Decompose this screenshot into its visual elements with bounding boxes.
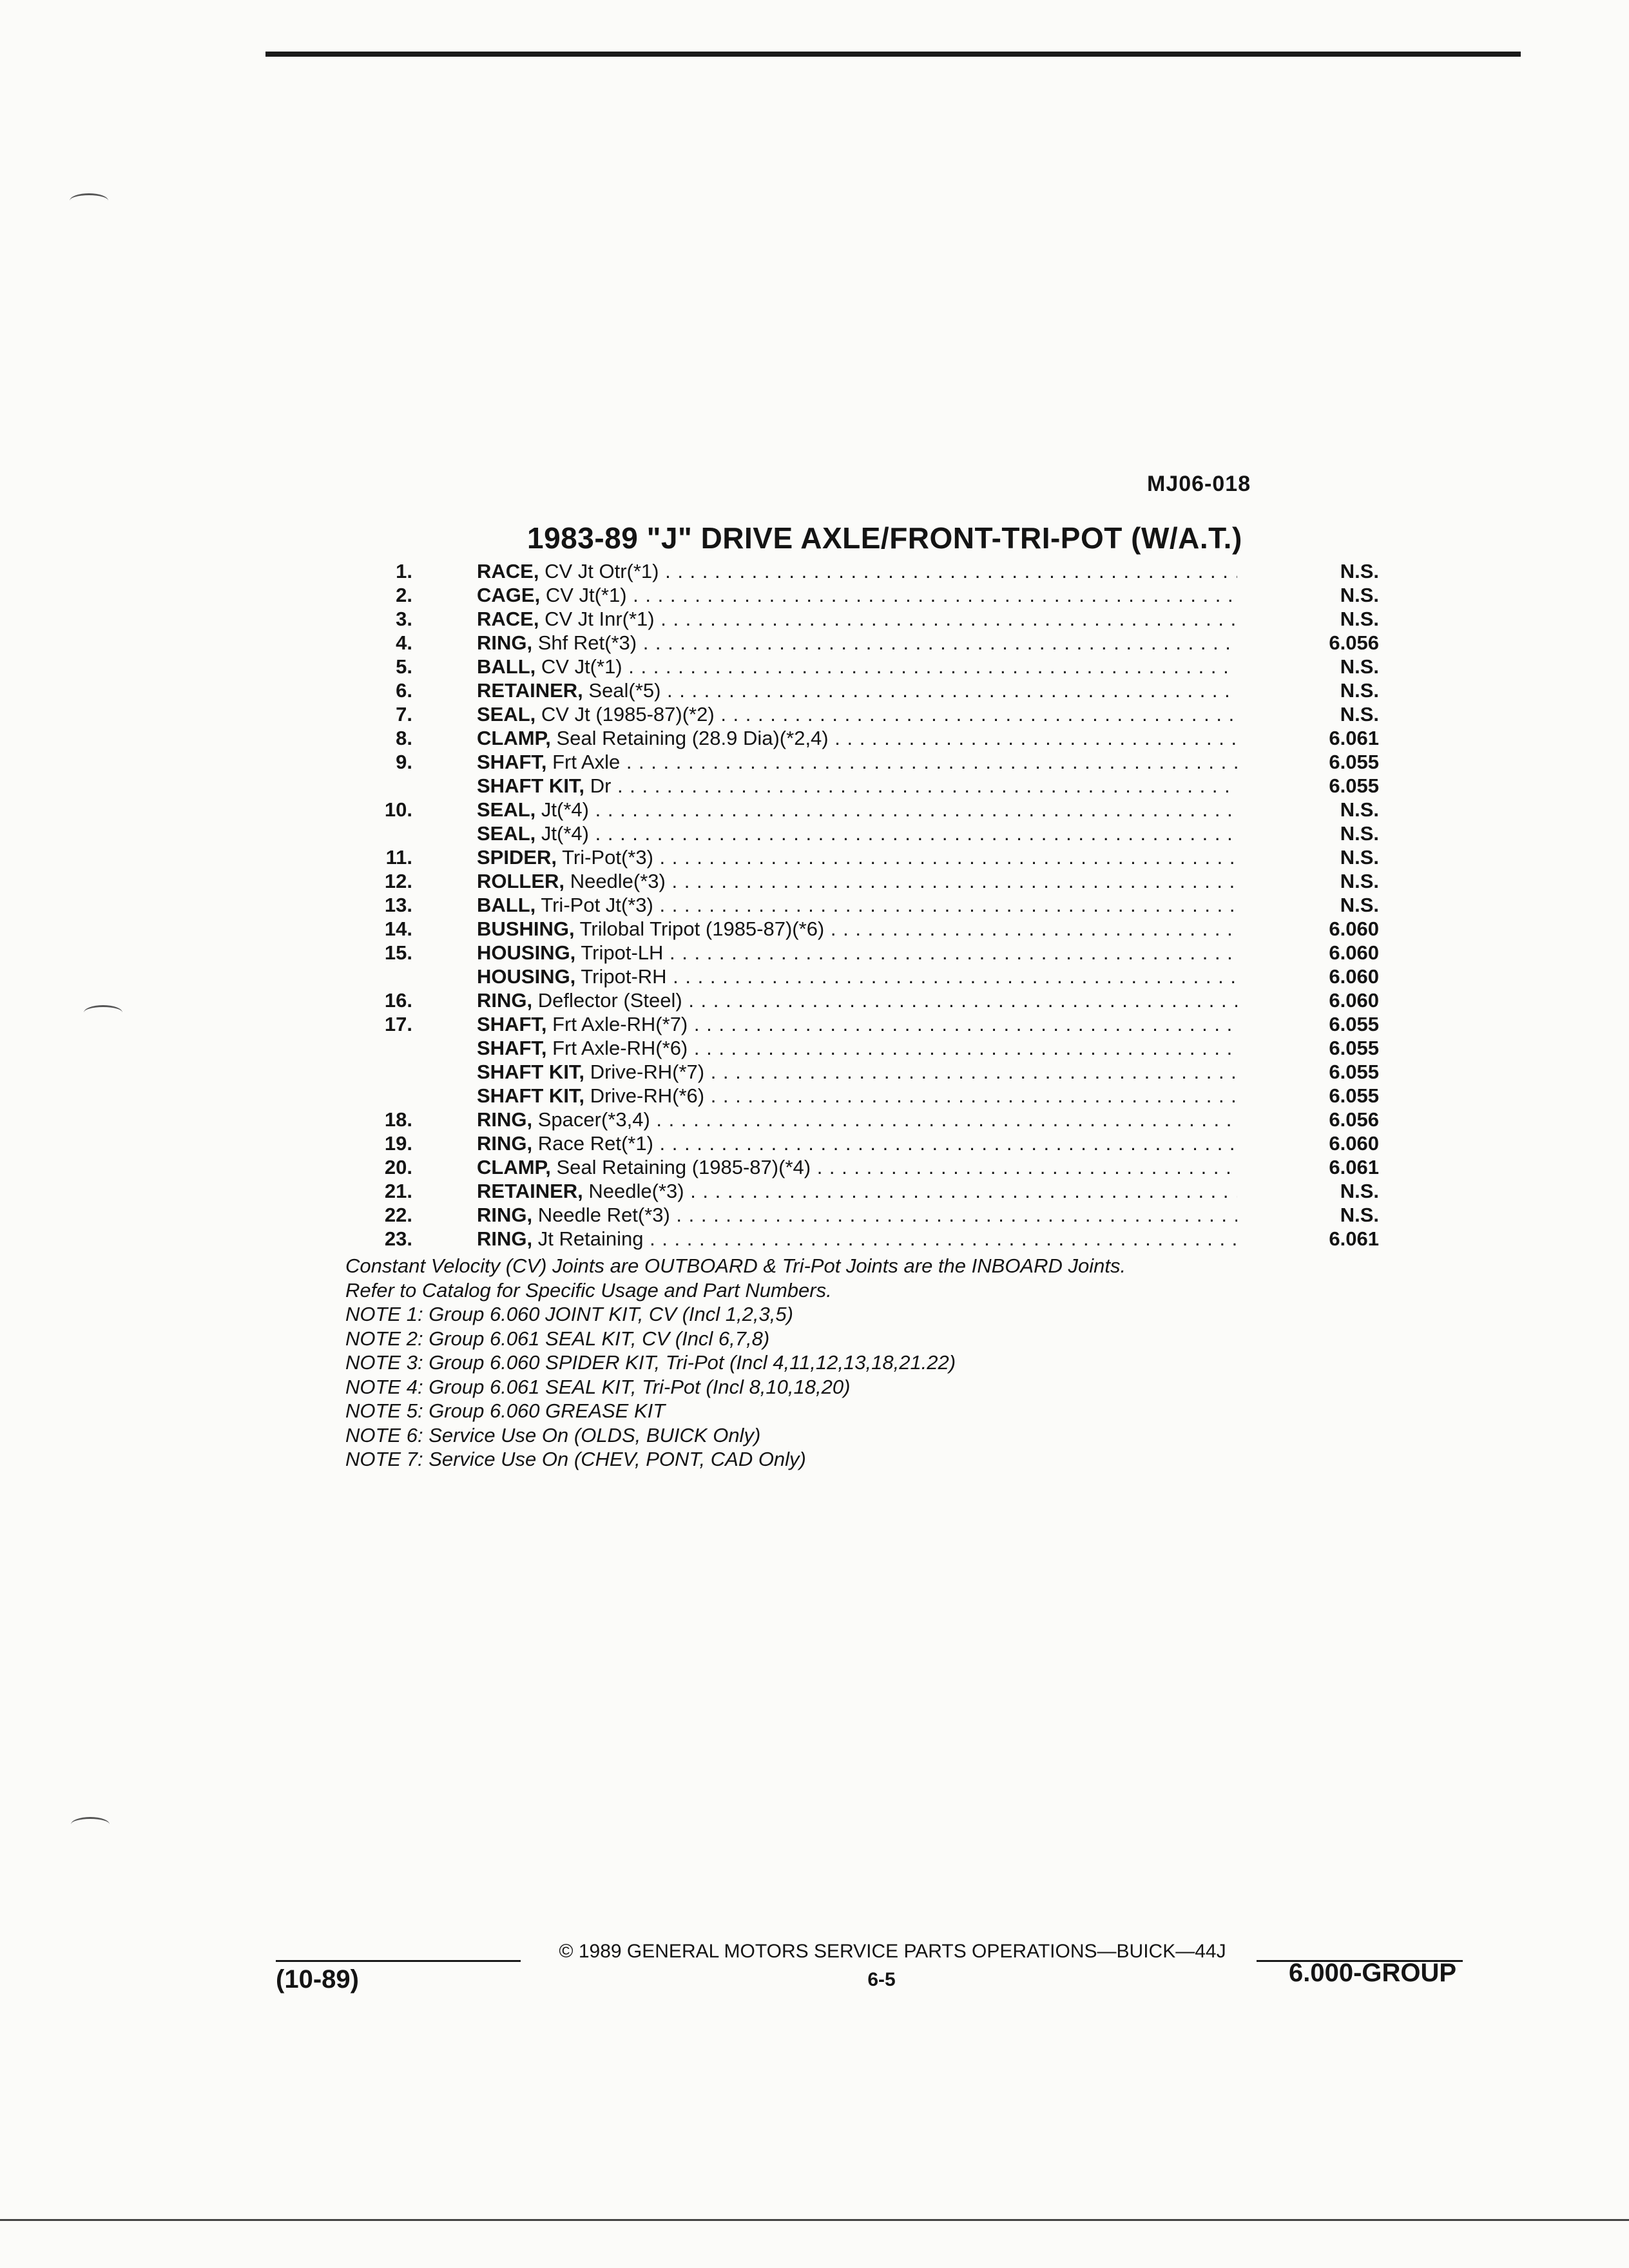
- part-row: [342, 1084, 1379, 1108]
- part-row: [342, 750, 1379, 774]
- part-name: SEAL,: [477, 822, 536, 845]
- part-row: [342, 1108, 1379, 1131]
- group-reference: 6.060: [1329, 965, 1379, 988]
- group-reference: 6.056: [1329, 631, 1379, 654]
- part-number: 13.: [384, 894, 412, 916]
- part-name: RING,: [477, 1132, 533, 1155]
- part-number: 12.: [384, 870, 412, 892]
- part-description: [477, 965, 1237, 988]
- part-description: [477, 1060, 1237, 1084]
- part-number: 3.: [396, 608, 412, 630]
- part-number: 4.: [396, 631, 412, 654]
- part-row: [342, 1060, 1379, 1084]
- part-detail: CV Jt(*1): [541, 655, 622, 678]
- part-number: 1.: [396, 560, 412, 582]
- part-name: HOUSING,: [477, 965, 576, 988]
- part-detail: Needle(*3): [588, 1180, 684, 1202]
- part-description: [477, 607, 1237, 631]
- part-number: 11.: [385, 846, 412, 869]
- part-row: [342, 1203, 1379, 1227]
- part-detail: Frt Axle: [552, 751, 621, 773]
- part-description: [477, 702, 1237, 726]
- part-description: [477, 869, 1237, 893]
- part-description: [477, 917, 1237, 941]
- part-name: RING,: [477, 1227, 533, 1250]
- part-row: [342, 1179, 1379, 1203]
- note-line: Refer to Catalog for Specific Usage and Part Numbers.: [345, 1278, 832, 1302]
- part-number: 2.: [396, 584, 412, 606]
- group-reference: 6.061: [1329, 1156, 1379, 1178]
- part-row: [342, 845, 1379, 869]
- group-reference: N.S.: [1340, 655, 1379, 678]
- part-description: [477, 893, 1237, 917]
- part-detail: Spacer(*3,4): [537, 1108, 650, 1131]
- part-row: [342, 1227, 1379, 1251]
- group-reference: N.S.: [1340, 1180, 1379, 1202]
- part-detail: Deflector (Steel): [537, 989, 682, 1012]
- part-name: HOUSING,: [477, 941, 576, 964]
- part-name: CLAMP,: [477, 1156, 551, 1178]
- part-detail: Dr: [590, 774, 612, 797]
- note-line: Constant Velocity (CV) Joints are OUTBOARD & Tri-Pot Joints are the INBOARD Joints.: [345, 1254, 1126, 1277]
- part-name: SHAFT KIT,: [477, 1061, 585, 1083]
- group-reference: 6.055: [1329, 1013, 1379, 1035]
- group-reference: N.S.: [1340, 608, 1379, 630]
- note-line: NOTE 1: Group 6.060 JOINT KIT, CV (Incl 1,2,3,5): [345, 1303, 793, 1325]
- part-description: [477, 1108, 1237, 1131]
- part-row: [342, 583, 1379, 607]
- part-description: [477, 774, 1237, 798]
- group-reference: 6.060: [1329, 941, 1379, 964]
- page-number: 6-5: [867, 1969, 896, 1990]
- note-line: NOTE 6: Service Use On (OLDS, BUICK Only): [345, 1423, 761, 1446]
- part-name: SPIDER,: [477, 846, 557, 869]
- part-name: BALL,: [477, 655, 536, 678]
- part-name: SHAFT,: [477, 751, 547, 773]
- part-detail: Shf Ret(*3): [537, 631, 637, 654]
- part-description: [477, 1203, 1237, 1227]
- footer-rule-left: [276, 1960, 521, 1962]
- note-line: NOTE 7: Service Use On (CHEV, PONT, CAD Only): [345, 1448, 806, 1470]
- part-number: 9.: [396, 751, 412, 773]
- part-description: [477, 1084, 1237, 1108]
- part-detail: Tripot-LH: [581, 941, 664, 964]
- group-reference: N.S.: [1340, 798, 1379, 821]
- part-number: 7.: [396, 703, 412, 726]
- part-number: 23.: [384, 1227, 412, 1250]
- part-detail: Frt Axle-RH(*6): [552, 1037, 688, 1059]
- part-description: [477, 726, 1237, 750]
- copyright: © 1989 GENERAL MOTORS SERVICE PARTS OPERATIONS—BUICK—44J: [559, 1941, 1226, 1962]
- part-description: [477, 1227, 1237, 1251]
- bottom-rule: [0, 2219, 1629, 2221]
- group-reference: 6.055: [1329, 1037, 1379, 1059]
- part-detail: Seal Retaining (1985-87)(*4): [556, 1156, 811, 1178]
- part-name: BALL,: [477, 894, 536, 916]
- part-number: 17.: [384, 1013, 412, 1035]
- group-reference: N.S.: [1340, 1204, 1379, 1226]
- group-reference: N.S.: [1340, 703, 1379, 726]
- part-row: [342, 559, 1379, 583]
- group-reference: N.S.: [1340, 846, 1379, 869]
- part-description: [477, 1012, 1237, 1036]
- part-number: 15.: [384, 941, 412, 964]
- part-row: [342, 965, 1379, 988]
- part-name: RING,: [477, 1204, 533, 1226]
- part-row: [342, 1012, 1379, 1036]
- group-reference: N.S.: [1340, 822, 1379, 845]
- part-row: [342, 917, 1379, 941]
- part-detail: Jt(*4): [541, 798, 589, 821]
- part-name: SHAFT KIT,: [477, 774, 585, 797]
- part-description: [477, 845, 1237, 869]
- part-number: 6.: [396, 679, 412, 702]
- part-detail: Needle(*3): [570, 870, 666, 892]
- note-line: NOTE 2: Group 6.061 SEAL KIT, CV (Incl 6,7,8): [345, 1327, 770, 1350]
- group-reference: N.S.: [1340, 584, 1379, 606]
- part-number: 16.: [384, 989, 412, 1012]
- group-reference: 6.055: [1329, 1061, 1379, 1083]
- part-description: [477, 798, 1237, 822]
- part-detail: Tri-Pot(*3): [562, 846, 653, 869]
- part-name: RING,: [477, 1108, 533, 1131]
- part-detail: CV Jt (1985-87)(*2): [541, 703, 715, 726]
- note-line: NOTE 5: Group 6.060 GREASE KIT: [345, 1399, 666, 1422]
- part-number: 8.: [396, 727, 412, 749]
- part-description: [477, 988, 1237, 1012]
- part-detail: Needle Ret(*3): [537, 1204, 670, 1226]
- part-detail: Seal Retaining (28.9 Dia)(*2,4): [556, 727, 829, 749]
- group-reference: 6.061: [1329, 1227, 1379, 1250]
- part-detail: Jt(*4): [541, 822, 589, 845]
- group-reference: 6.060: [1329, 918, 1379, 940]
- group-label: 6.000-GROUP: [1289, 1959, 1457, 1987]
- part-row: [342, 822, 1379, 845]
- part-detail: CV Jt(*1): [545, 584, 627, 606]
- diagram-id: MJ06-018: [1147, 472, 1251, 496]
- part-name: SHAFT KIT,: [477, 1084, 585, 1107]
- part-description: [477, 655, 1237, 678]
- part-detail: Tripot-RH: [581, 965, 667, 988]
- notes-section: [345, 1254, 1441, 1472]
- part-description: [477, 1179, 1237, 1203]
- part-row: [342, 726, 1379, 750]
- part-detail: CV Jt Otr(*1): [545, 560, 659, 582]
- part-number: 21.: [384, 1180, 412, 1202]
- group-reference: N.S.: [1340, 560, 1379, 582]
- part-number: 10.: [384, 798, 412, 821]
- note-line: NOTE 3: Group 6.060 SPIDER KIT, Tri-Pot (Incl 4,11,12,13,18,21.22): [345, 1351, 956, 1374]
- group-reference: 6.061: [1329, 727, 1379, 749]
- part-row: [342, 678, 1379, 702]
- group-reference: 6.055: [1329, 774, 1379, 797]
- part-name: SEAL,: [477, 703, 536, 726]
- part-name: RING,: [477, 631, 533, 654]
- scan-mark: [70, 193, 108, 208]
- part-row: [342, 941, 1379, 965]
- group-reference: 6.056: [1329, 1108, 1379, 1131]
- part-description: [477, 1131, 1237, 1155]
- part-name: RACE,: [477, 560, 539, 582]
- part-row: [342, 988, 1379, 1012]
- part-detail: Frt Axle-RH(*7): [552, 1013, 688, 1035]
- part-detail: Jt Retaining: [537, 1227, 644, 1250]
- top-rule: [265, 52, 1521, 57]
- group-reference: N.S.: [1340, 870, 1379, 892]
- part-number: 19.: [384, 1132, 412, 1155]
- part-number: 20.: [384, 1156, 412, 1178]
- group-reference: 6.055: [1329, 751, 1379, 773]
- part-row: [342, 774, 1379, 798]
- group-reference: 6.055: [1329, 1084, 1379, 1107]
- part-name: RACE,: [477, 608, 539, 630]
- part-number: 14.: [384, 918, 412, 940]
- group-reference: N.S.: [1340, 894, 1379, 916]
- part-row: [342, 1131, 1379, 1155]
- part-name: RETAINER,: [477, 679, 583, 702]
- part-description: [477, 822, 1237, 845]
- part-name: ROLLER,: [477, 870, 565, 892]
- part-number: 22.: [384, 1204, 412, 1226]
- part-description: [477, 559, 1237, 583]
- part-row: [342, 798, 1379, 822]
- part-description: [477, 631, 1237, 655]
- date-code: (10-89): [276, 1965, 359, 1994]
- part-description: [477, 678, 1237, 702]
- group-reference: N.S.: [1340, 679, 1379, 702]
- part-row: [342, 1155, 1379, 1179]
- part-number: 18.: [384, 1108, 412, 1131]
- part-description: [477, 583, 1237, 607]
- part-number: 5.: [396, 655, 412, 678]
- part-name: SHAFT,: [477, 1037, 547, 1059]
- part-name: RETAINER,: [477, 1180, 583, 1202]
- part-description: [477, 750, 1237, 774]
- part-detail: Race Ret(*1): [537, 1132, 653, 1155]
- part-detail: CV Jt Inr(*1): [545, 608, 655, 630]
- part-name: CLAMP,: [477, 727, 551, 749]
- part-row: [342, 893, 1379, 917]
- part-name: RING,: [477, 989, 533, 1012]
- group-reference: 6.060: [1329, 1132, 1379, 1155]
- part-description: [477, 1155, 1237, 1179]
- part-name: CAGE,: [477, 584, 541, 606]
- note-line: NOTE 4: Group 6.061 SEAL KIT, Tri-Pot (Incl 8,10,18,20): [345, 1375, 851, 1398]
- part-row: [342, 631, 1379, 655]
- part-row: [342, 702, 1379, 726]
- part-description: [477, 1036, 1237, 1060]
- scan-mark: [71, 1817, 110, 1832]
- part-name: SHAFT,: [477, 1013, 547, 1035]
- part-row: [342, 1036, 1379, 1060]
- parts-list: [342, 559, 1379, 1251]
- part-name: BUSHING,: [477, 918, 575, 940]
- scan-mark: [84, 1005, 122, 1020]
- page-title: 1983-89 "J" DRIVE AXLE/FRONT-TRI-POT (W/A.T.): [527, 521, 1242, 555]
- part-row: [342, 869, 1379, 893]
- part-detail: Trilobal Tripot (1985-87)(*6): [579, 918, 825, 940]
- part-detail: Drive-RH(*7): [590, 1061, 705, 1083]
- part-detail: Tri-Pot Jt(*3): [541, 894, 653, 916]
- part-name: SEAL,: [477, 798, 536, 821]
- part-row: [342, 655, 1379, 678]
- group-reference: 6.060: [1329, 989, 1379, 1012]
- part-detail: Seal(*5): [588, 679, 661, 702]
- part-detail: Drive-RH(*6): [590, 1084, 705, 1107]
- part-row: [342, 607, 1379, 631]
- part-description: [477, 941, 1237, 965]
